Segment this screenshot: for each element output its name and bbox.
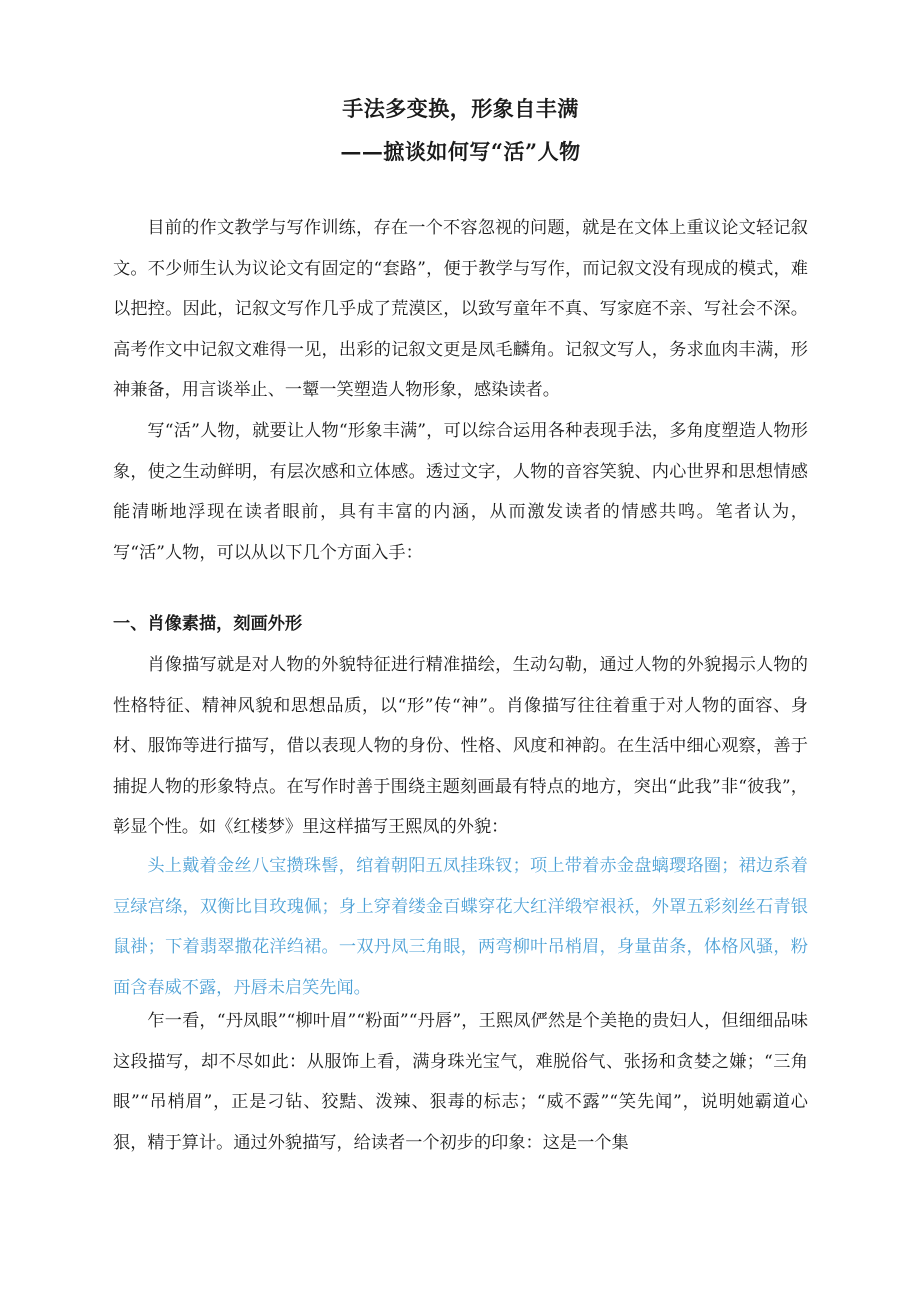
- document-subtitle: ——摭谈如何写“活”人物: [340, 139, 581, 164]
- section-body-paragraph: 肖像描写就是对人物的外貌特征进行精准描绘，生动勾勒，通过人物的外貌揭示人物的性格特征、精神风貌和思想品质，以“形”传“神”。肖像描写往往着重于对人物的面容、身材、服饰等进行描写，借以表现人物的身份、性格、风度和神韵。在生活中细心观察，善于捕捉人物的形象特点。在写作时善于围绕主题刻画最有特点的地方，突出“此我”非“彼我”，彰显个性。如《红楼梦》里这样描写王熙凤的外貌：: [113, 655, 808, 838]
- analysis-paragraph: 乍一看，“丹凤眼”“柳叶眉”“粉面”“丹唇”，王熙凤俨然是个美艳的贵妇人，但细细品味这段描写，却不尽如此：从服饰上看，满身珠光宝气，难脱俗气、张扬和贪婪之嫌；“三角眼”“吊梢眉”，正是刁钻、狡黠、泼辣、狠毒的标志；“威不露”“笑先闻”，说明她霸道心狠，精于算计。通过外貌描写，给读者一个初步的印象：这是一个集: [113, 1011, 808, 1153]
- quote-paragraph: 头上戴着金丝八宝攒珠髻，绾着朝阳五凤挂珠钗；项上带着赤金盘螭璎珞圈；裙边系着豆绿宫绦，双衡比目玫瑰佩；身上穿着缕金百蝶穿花大红洋缎窄裉袄，外罩五彩刻丝石青银鼠褂；下着翡翠撒花洋绉裙。一双丹凤三角眼，两弯柳叶吊梢眉，身量苗条，体格风骚，粉面含春威不露，丹唇未启笑先闻。: [113, 856, 808, 998]
- document-title: 手法多变换，形象自丰满: [342, 96, 579, 121]
- approach-paragraph: 写“活”人物，就要让人物“形象丰满”，可以综合运用各种表现手法，多角度塑造人物形象，使之生动鲜明，有层次感和立体感。透过文字，人物的音容笑貌、内心世界和思想情感能清晰地浮现在读者眼前，具有丰富的内涵，从而激发读者的情感共鸣。笔者认为，写“活”人物，可以从以下几个方面入手：: [113, 421, 808, 563]
- section-heading: 一、肖像素描，刻画外形: [113, 614, 303, 634]
- intro-paragraph: 目前的作文教学与写作训练，存在一个不容忽视的问题，就是在文体上重议论文轻记叙文。不少师生认为议论文有固定的“套路”，便于教学与写作，而记叙文没有现成的模式，难以把控。因此，记叙文写作几乎成了荒漠区，以致写童年不真、写家庭不亲、写社会不深。高考作文中记叙文难得一见，出彩的记叙文更是凤毛麟角。记叙文写人，务求血肉丰满，形神兼备，用言谈举止、一颦一笑塑造人物形象，感染读者。: [113, 218, 808, 401]
